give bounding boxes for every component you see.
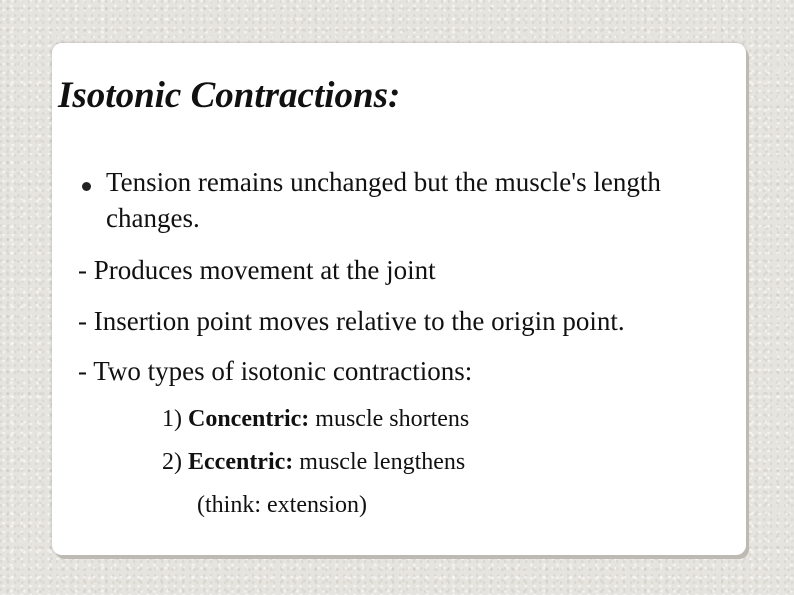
bullet-dot-icon <box>82 182 91 191</box>
type-term: Eccentric: <box>188 449 294 475</box>
type-number: 1) <box>162 406 182 432</box>
slide-title: Isotonic Contractions: <box>58 75 401 116</box>
note-text: (think: extension) <box>197 492 367 518</box>
type-description: muscle shortens <box>315 406 470 432</box>
bullet-text: Tension remains unchanged but the muscle's length changes. <box>106 167 661 233</box>
point-movement: - Produces movement at the joint <box>78 255 436 285</box>
type-term: Concentric: <box>188 406 310 432</box>
slide-card <box>52 43 746 555</box>
point-types: - Two types of isotonic contractions: <box>78 356 473 386</box>
type-eccentric <box>162 446 465 478</box>
type-description: muscle lengthens <box>299 449 466 475</box>
point-insertion: - Insertion point moves relative to the origin point. <box>78 306 625 336</box>
type-number: 2) <box>162 449 182 475</box>
type-concentric <box>162 403 469 435</box>
